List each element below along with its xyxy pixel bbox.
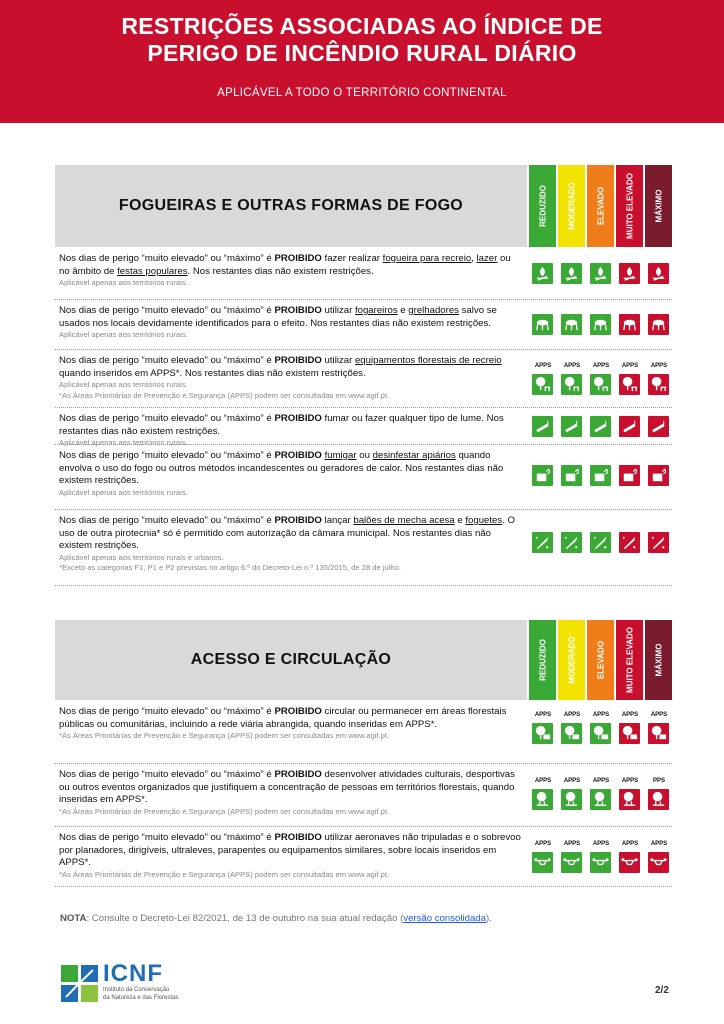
apps-label: APPS [592, 778, 610, 784]
cigarette-icon [648, 416, 669, 437]
cigarette-icon [532, 416, 553, 437]
text-part-p4: salvo se usados nos locais devidamente identificados para o efeito. Nos restantes dias não existem restrições. [59, 305, 497, 329]
text-part-p2: circular ou permanecer em áreas florestais públicas ou comunitárias, incluindo a rede viária abrangida, quando inseridas em [59, 706, 507, 730]
title-line-1: RESTRIÇÕES ASSOCIADAS AO ÍNDICE DE [121, 13, 603, 39]
level-header-3 [587, 620, 614, 700]
text-part-u1: fumigar [324, 450, 357, 461]
text-part-b: PROIBIDO [274, 706, 322, 717]
grill-icon [532, 314, 553, 335]
beekeeping-icon [648, 465, 669, 486]
title-line-2: PERIGO DE INCÊNDIO RURAL DIÁRIO [147, 40, 577, 66]
forest-access-icon [648, 723, 669, 744]
text-part-b: PROIBIDO [274, 355, 322, 366]
restriction-row [55, 299, 672, 350]
text-part-p2: lançar [321, 515, 354, 526]
text-part-b: PROIBIDO [274, 253, 322, 264]
row-note: Aplicável apenas aos territórios rurais. [59, 380, 188, 390]
forest-recreation-icon [561, 374, 582, 395]
text-part-b: PROIBIDO [274, 515, 322, 526]
apps-label: APPS [592, 841, 610, 847]
text-part-p2: utilizar aeronaves não tripuladas e o sobrevoo por planadores, dirigíveis, ultraleves, parapentes ou equipamentos similares, sobre locais inseridos em [59, 832, 521, 856]
rocket-icon [619, 532, 640, 553]
forest-recreation-icon [532, 374, 553, 395]
apps-label: APPS [621, 712, 639, 718]
grill-icon [590, 314, 611, 335]
apps-label: APPS [592, 712, 610, 718]
text-part-p4: APPS*. [115, 794, 148, 806]
row-note2: *As Áreas Prioritárias de Prevenção e Segurança (APPS) podem ser consultadas em www.agif.pt. [59, 390, 390, 400]
apps-label: APPS [563, 778, 581, 784]
campfire-icon [619, 263, 640, 284]
level-label: MODERADO [567, 636, 576, 684]
level-header-4 [616, 165, 643, 247]
text-part-p3: e [454, 515, 466, 526]
restriction-text [59, 706, 521, 742]
restriction-row [55, 826, 672, 887]
grill-icon [648, 314, 669, 335]
text-part-p2: fazer realizar [321, 253, 383, 264]
forest-access-icon [590, 723, 611, 744]
section-title-box [55, 165, 527, 247]
text-part-p2: fumar ou fazer qualquer tipo de lume. Nos restantes dias não existem restrições. [59, 413, 504, 437]
apps-label: APPS [563, 363, 581, 369]
section-fogueiras [55, 165, 672, 585]
grill-icon [561, 314, 582, 335]
section-title: FOGUEIRAS E OUTRAS FORMAS DE FOGO [118, 197, 464, 214]
page-subtitle: APLICÁVEL A TODO O TERRITÓRIO CONTINENTAL [217, 87, 507, 99]
text-part-p1: Nos dias de perigo “muito elevado” ou “máximo” é [59, 413, 275, 424]
text-part-p1: Nos dias de perigo “muito elevado” ou “máximo” é [59, 832, 275, 843]
restriction-row [55, 509, 672, 586]
text-part-p1: Nos dias de perigo “muito elevado” ou “máximo” é [59, 450, 275, 461]
text-part-p1: Nos dias de perigo “muito elevado” ou “máximo” é [59, 355, 275, 366]
nota-label: NOTA [60, 913, 87, 924]
restriction-row [55, 763, 672, 827]
restriction-row [55, 700, 672, 764]
text-part-b: PROIBIDO [274, 305, 322, 316]
text-part-u1: equipamentos florestais de recreio [354, 355, 502, 366]
text-part-u1: fogueira para recreio [382, 253, 472, 264]
level-header-2 [558, 620, 585, 700]
text-part-p3: , [471, 253, 477, 264]
level-label: ELEVADO [596, 186, 605, 226]
cigarette-icon [590, 416, 611, 437]
apps-label: APPS [563, 841, 581, 847]
text-part-p3: ou [356, 450, 373, 461]
section-title-box [55, 620, 527, 700]
apps-label: APPS [534, 841, 552, 847]
section-acesso [55, 620, 672, 885]
event-icon [532, 789, 553, 810]
rocket-icon [648, 532, 669, 553]
event-icon [590, 789, 611, 810]
level-header-5 [645, 165, 672, 247]
text-part-p2: utilizar [321, 305, 355, 316]
level-label: MUITO ELEVADO [625, 627, 634, 693]
text-part-p1: Nos dias de perigo “muito elevado” ou “máximo” é [59, 769, 275, 780]
level-label: MÁXIMO [654, 643, 663, 677]
event-icon [561, 789, 582, 810]
forest-recreation-icon [648, 374, 669, 395]
footer-note [60, 913, 492, 924]
apps-label: APPS [621, 778, 639, 784]
cigarette-icon [561, 416, 582, 437]
rocket-icon [561, 532, 582, 553]
restriction-text [59, 253, 521, 289]
event-icon [619, 789, 640, 810]
campfire-icon [590, 263, 611, 284]
rocket-icon [532, 532, 553, 553]
drone-icon [590, 852, 611, 873]
row-note: Aplicável apenas aos territórios rurais. [59, 278, 188, 288]
forest-recreation-icon [590, 374, 611, 395]
beekeeping-icon [561, 465, 582, 486]
apps-label: PPS [652, 778, 665, 784]
leaf-logo-icon [61, 965, 99, 1003]
text-part-u2: foguetes [465, 515, 503, 526]
grill-icon [619, 314, 640, 335]
apps-label: APPS [650, 363, 668, 369]
text-part-u1: fogareiros [354, 305, 398, 316]
text-part-p3: e [397, 305, 409, 316]
text-part-p2: utilizar [321, 355, 355, 366]
forest-access-icon [561, 723, 582, 744]
page-title [0, 13, 724, 67]
level-header-2 [558, 165, 585, 247]
forest-recreation-icon [619, 374, 640, 395]
page-header [0, 0, 724, 123]
restriction-text [59, 355, 521, 401]
beekeeping-icon [532, 465, 553, 486]
level-header-4 [616, 620, 643, 700]
apps-label: APPS [621, 363, 639, 369]
restriction-row [55, 247, 672, 300]
text-part-p4: APPS*. Nos restantes dias não existem restrições. [150, 367, 366, 379]
icnf-logo [61, 960, 191, 1005]
apps-label: APPS [650, 712, 668, 718]
text-part-b: PROIBIDO [274, 413, 322, 424]
restriction-row [55, 349, 672, 408]
row-note: *As Áreas Prioritárias de Prevenção e Segurança (APPS) podem ser consultadas em www.agif.pt. [59, 806, 390, 816]
nota-end: ). [485, 913, 492, 924]
text-part-u2: lazer [476, 253, 498, 264]
level-label: MÁXIMO [654, 189, 663, 223]
level-label: ELEVADO [596, 640, 605, 680]
drone-icon [648, 852, 669, 873]
drone-icon [619, 852, 640, 873]
apps-label: APPS [592, 363, 610, 369]
row-note: *As Áreas Prioritárias de Prevenção e Segurança (APPS) podem ser consultadas em www.agif.pt. [59, 869, 390, 879]
text-part-p5: . Nos restantes dias não existem restrições. [187, 265, 374, 277]
cigarette-icon [619, 416, 640, 437]
restriction-text [59, 832, 521, 880]
rocket-icon [590, 532, 611, 553]
level-label: REDUZIDO [538, 185, 547, 227]
row-note: Aplicável apenas aos territórios rurais. [59, 330, 188, 340]
restriction-text [59, 305, 521, 341]
text-part-p4: APPS*. [405, 718, 438, 730]
text-part-p1: Nos dias de perigo “muito elevado” ou “máximo” é [59, 706, 275, 717]
nota-text: : Consulte o Decreto-Lei 82/2021, de 13 de outubro na sua atual redação ( [86, 913, 404, 924]
text-part-p4: APPS*. [59, 857, 91, 869]
event-icon [648, 789, 669, 810]
apps-label: APPS [621, 841, 639, 847]
campfire-icon [532, 263, 553, 284]
row-note: *As Áreas Prioritárias de Prevenção e Segurança (APPS) podem ser consultadas em www.agif.pt. [59, 731, 390, 741]
text-part-p4: quando envolva o uso do fogo ou outros métodos incandescentes ou geradores de calor. Nos restantes dias não existem restrições. [59, 450, 504, 487]
row-note: Aplicável apenas aos territórios rurais e urbanos. [59, 552, 224, 562]
level-header-1 [529, 620, 556, 700]
text-part-p1: Nos dias de perigo “muito elevado” ou “máximo” é [59, 253, 275, 264]
restriction-text [59, 515, 521, 574]
drone-icon [532, 852, 553, 873]
text-part-b: PROIBIDO [274, 832, 322, 843]
level-header-5 [645, 620, 672, 700]
text-part-p1: Nos dias de perigo “muito elevado” ou “máximo” é [59, 515, 275, 526]
row-note2: *Exceto as categorias F1, P1 e P2 previstas no artigo 6.º do Decreto-Lei n.º 135/2015, de 28 de julho. [59, 563, 401, 573]
apps-label: APPS [650, 841, 668, 847]
page-number: 2/2 [655, 985, 669, 996]
level-label: REDUZIDO [538, 639, 547, 681]
row-note: Aplicável apenas aos territórios rurais. [59, 438, 188, 448]
section-title: ACESSO E CIRCULAÇÃO [190, 651, 392, 668]
level-label: MUITO ELEVADO [625, 173, 634, 239]
beekeeping-icon [619, 465, 640, 486]
text-part-b: PROIBIDO [274, 769, 322, 780]
text-part-p4: ou no âmbito de [59, 253, 511, 277]
text-part-u1: balões de mecha acesa [353, 515, 455, 526]
logo-text: ICNF [103, 960, 163, 987]
beekeeping-icon [590, 465, 611, 486]
apps-label: APPS [534, 778, 552, 784]
campfire-icon [648, 263, 669, 284]
text-part-p3: quando inseridos em [59, 367, 151, 379]
level-label: MODERADO [567, 182, 576, 230]
text-part-u2: desinfestar apiários [372, 450, 456, 461]
text-part-p2: desenvolver atividades culturais, desportivas ou outros eventos organizados que justifiquem a concentração de pessoas em territórios florestais, quando inseridas em [59, 769, 515, 806]
text-part-p4: . O uso de outra pirotecnia* só é permitido com autorização da câmara municipal. Nos restantes dias não existem restrições. [59, 515, 515, 552]
restriction-row [55, 444, 672, 510]
nota-link[interactable]: versão consolidada [403, 913, 486, 924]
logo-sub-1: Instituto da Conservação [103, 987, 170, 993]
text-part-p1: Nos dias de perigo “muito elevado” ou “máximo” é [59, 305, 275, 316]
text-part-u3: festas populares [117, 265, 188, 277]
apps-label: APPS [534, 363, 552, 369]
text-part-u2: grelhadores [408, 305, 459, 316]
restriction-text [59, 769, 521, 817]
logo-sub-2: da Natureza e das Florestas [103, 995, 179, 1001]
restriction-row [55, 407, 672, 448]
row-note: Aplicável apenas aos territórios rurais. [59, 487, 188, 497]
level-header-1 [529, 165, 556, 247]
forest-access-icon [532, 723, 553, 744]
restriction-text [59, 450, 521, 498]
text-part-b: PROIBIDO [274, 450, 322, 461]
level-header-3 [587, 165, 614, 247]
drone-icon [561, 852, 582, 873]
apps-label: APPS [563, 712, 581, 718]
apps-label: APPS [534, 712, 552, 718]
forest-access-icon [619, 723, 640, 744]
campfire-icon [561, 263, 582, 284]
